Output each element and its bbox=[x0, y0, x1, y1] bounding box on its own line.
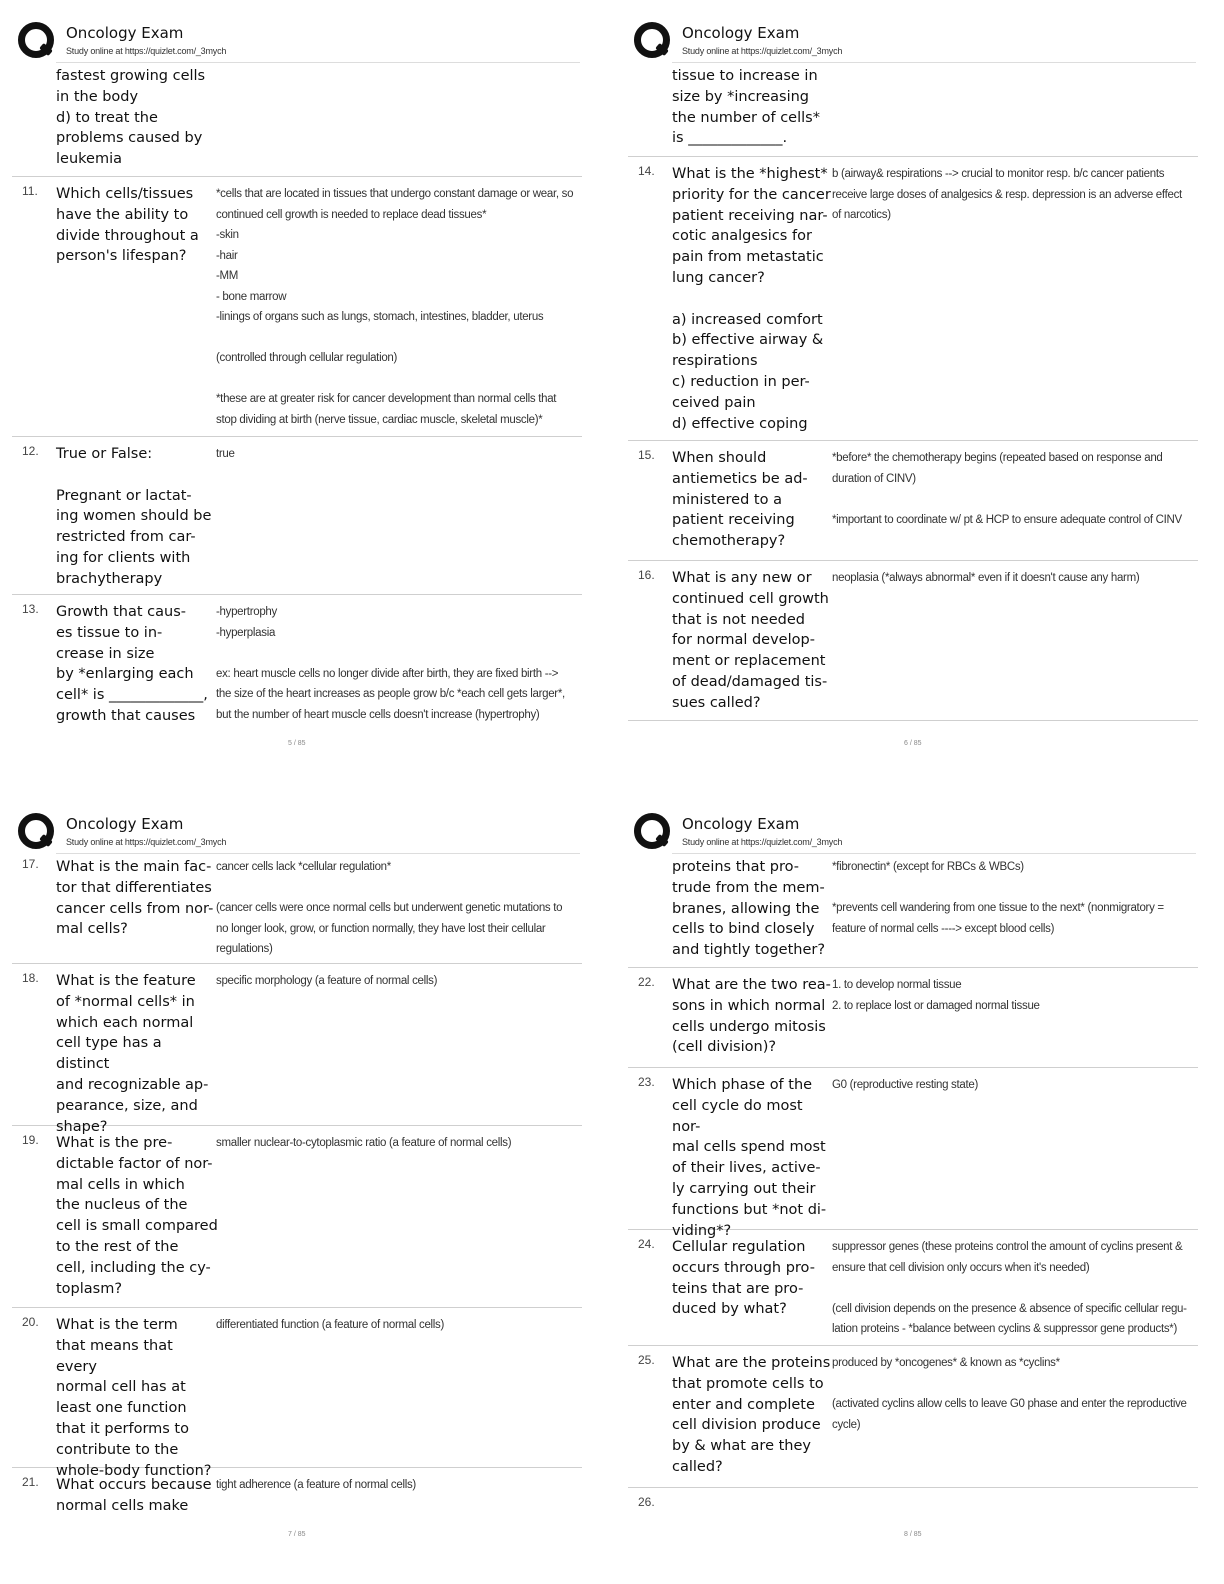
flashcard-continued bbox=[628, 857, 1198, 968]
flashcard-15 bbox=[628, 448, 1198, 561]
flashcard-continued bbox=[12, 66, 582, 177]
card-number: 14. bbox=[638, 164, 655, 178]
flashcard-19 bbox=[12, 1133, 582, 1308]
card-question: Which phase of the cell cycle do most nor- mal cells spend most of their lives, active- ly carrying out their functions but *not di- viding*? bbox=[672, 1077, 827, 1239]
card-question: What is the term that means that every normal cell has at least one function that it performs to contribute to the whole-body function? bbox=[56, 1317, 212, 1479]
card-question: Which cells/tissues have the ability to divide throughout a person's lifespan? bbox=[56, 186, 199, 265]
card-question: What is the *highest* priority for the cancer patient receiving nar- cotic analgesics for pain from metastatic lung cancer? a) increased comfort b) effective airway & respirations c) reduction in per- ceived pain d) effective coping bbox=[672, 166, 831, 432]
card-question: What is the main fac- tor that differentiates cancer cells from nor- mal cells? bbox=[56, 859, 214, 938]
card-question: tissue to increase in size by *increasing the number of cells* is _____________. bbox=[672, 68, 820, 147]
page-header bbox=[18, 20, 593, 62]
card-answer: differentiated function (a feature of normal cells) bbox=[216, 1319, 445, 1331]
card-number: 24. bbox=[638, 1237, 655, 1251]
card-question: What are the proteins that promote cells to enter and complete cell division produce by & what are they called? bbox=[672, 1355, 831, 1475]
card-number: 20. bbox=[22, 1315, 39, 1329]
header-divider bbox=[672, 62, 1196, 63]
page-number: 7 / 85 bbox=[288, 1531, 306, 1538]
card-number: 19. bbox=[22, 1133, 39, 1147]
header-divider bbox=[56, 62, 580, 63]
card-question: What is any new or continued cell growth that is not needed for normal develop- ment or replacement of dead/damaged tis- sues called? bbox=[672, 570, 829, 711]
card-answer: b (airway& respirations --> crucial to monitor resp. b/c cancer patients receive large doses of analgesics & resp. depression is an adverse effect of narcotics) bbox=[832, 168, 1182, 221]
flashcard-12 bbox=[12, 444, 582, 595]
document-page-6 bbox=[628, 14, 1218, 784]
card-answer: -hypertrophy -hyperplasia ex: heart muscle cells no longer divide after birth, they are fixed birth --> the size of the heart increases as people grow b/c *each cell gets larger*, but the number of heart muscle cells doesn't increase (hypertrophy) bbox=[216, 606, 565, 721]
page-number: 8 / 85 bbox=[904, 1531, 922, 1538]
flashcard-21 bbox=[12, 1475, 582, 1525]
card-answer: produced by *oncogenes* & known as *cyclins* (activated cyclins allow cells to leave G0 phase and enter the reproductive cycle) bbox=[832, 1357, 1187, 1431]
document-page-7 bbox=[12, 805, 602, 1575]
flashcard-continued bbox=[628, 66, 1198, 157]
card-number: 23. bbox=[638, 1075, 655, 1089]
flashcard-14 bbox=[628, 164, 1198, 441]
header-divider bbox=[56, 853, 580, 854]
card-question: True or False: Pregnant or lactat- ing women should be restricted from car- ing for clients with brachytherapy bbox=[56, 446, 212, 587]
flashcard-22 bbox=[628, 975, 1198, 1068]
page-header bbox=[18, 811, 593, 853]
card-number: 11. bbox=[22, 184, 38, 198]
deck-title: Oncology Exam bbox=[682, 24, 800, 42]
card-number: 22. bbox=[638, 975, 655, 989]
card-question: Growth that caus- es tissue to in- crease in size by *enlarging each cell* is _____________, growth that causes bbox=[56, 604, 208, 724]
flashcard-18 bbox=[12, 971, 582, 1135]
card-question: What is the feature of *normal cells* in which each normal cell type has a distinct and recognizable ap- pearance, size, and shape? bbox=[56, 973, 209, 1135]
card-number: 17. bbox=[22, 857, 39, 871]
quizlet-logo-icon bbox=[18, 813, 54, 849]
study-link[interactable]: Study online at https://quizlet.com/_3mych bbox=[66, 46, 227, 56]
flashcard-20 bbox=[12, 1315, 582, 1479]
deck-title: Oncology Exam bbox=[66, 815, 184, 833]
card-question: What are the two rea- sons in which normal cells undergo mitosis (cell division)? bbox=[672, 977, 831, 1056]
document-page-8 bbox=[628, 805, 1218, 1575]
card-answer: specific morphology (a feature of normal cells) bbox=[216, 975, 438, 987]
flashcard-24 bbox=[628, 1237, 1198, 1346]
deck-title: Oncology Exam bbox=[66, 24, 184, 42]
flashcard-23 bbox=[628, 1075, 1198, 1239]
flashcard-11 bbox=[12, 184, 582, 437]
card-answer: *before* the chemotherapy begins (repeated based on response and duration of CINV) *important to coordinate w/ pt & HCP to ensure adequate control of CINV bbox=[832, 452, 1182, 526]
flashcard-17 bbox=[12, 857, 582, 964]
header-divider bbox=[672, 853, 1196, 854]
card-number: 18. bbox=[22, 971, 39, 985]
card-answer: G0 (reproductive resting state) bbox=[832, 1079, 979, 1091]
card-number: 25. bbox=[638, 1353, 655, 1367]
card-question: What occurs because normal cells make bbox=[56, 1477, 212, 1514]
card-question: fastest growing cells in the body d) to treat the problems caused by leukemia bbox=[56, 68, 206, 168]
flashcard-26 bbox=[628, 1495, 1198, 1523]
quizlet-logo-icon bbox=[634, 813, 670, 849]
deck-title: Oncology Exam bbox=[682, 815, 800, 833]
card-question: proteins that pro- trude from the mem- branes, allowing the cells to bind closely and tightly together? bbox=[672, 859, 826, 959]
card-answer: *fibronectin* (except for RBCs & WBCs) *prevents cell wandering from one tissue to the next* (nonmigratory = feature of normal cells ----> except blood cells) bbox=[832, 861, 1164, 935]
quizlet-logo-icon bbox=[634, 22, 670, 58]
card-question: When should antiemetics be ad- ministered to a patient receiving chemotherapy? bbox=[672, 450, 808, 550]
card-number: 21. bbox=[22, 1475, 39, 1489]
flashcard-13 bbox=[12, 602, 582, 732]
flashcard-16 bbox=[628, 568, 1198, 721]
page-number: 6 / 85 bbox=[904, 740, 922, 747]
study-link[interactable]: Study online at https://quizlet.com/_3mych bbox=[66, 837, 227, 847]
quizlet-logo-icon bbox=[18, 22, 54, 58]
flashcard-25 bbox=[628, 1353, 1198, 1488]
page-number: 5 / 85 bbox=[288, 740, 306, 747]
card-number: 13. bbox=[22, 602, 39, 616]
page-header bbox=[634, 20, 1209, 62]
document-page-5 bbox=[12, 14, 602, 784]
card-answer: *cells that are located in tissues that undergo constant damage or wear, so continued cell growth is needed to replace dead tissues* -skin -hair -MM - bone marrow -linings of organs such as lungs, stomach, intestines, bladder, uterus (controlled through cellular regulation) *these are at greater risk for cancer development than normal cells that stop dividing at birth (nerve tissue, cardiac muscle, skeletal muscle)* bbox=[216, 188, 574, 426]
card-answer: 1. to develop normal tissue 2. to replace lost or damaged normal tissue bbox=[832, 979, 1040, 1012]
card-question: Cellular regulation occurs through pro- teins that are pro- duced by what? bbox=[672, 1239, 815, 1318]
card-answer: smaller nuclear-to-cytoplasmic ratio (a feature of normal cells) bbox=[216, 1137, 512, 1149]
card-number: 15. bbox=[638, 448, 655, 462]
card-answer: tight adherence (a feature of normal cells) bbox=[216, 1479, 416, 1491]
card-number: 12. bbox=[22, 444, 39, 458]
study-link[interactable]: Study online at https://quizlet.com/_3mych bbox=[682, 46, 843, 56]
card-number: 26. bbox=[638, 1495, 655, 1509]
study-link[interactable]: Study online at https://quizlet.com/_3mych bbox=[682, 837, 843, 847]
card-question: What is the pre- dictable factor of nor- mal cells in which the nucleus of the cell is small compared to the rest of the cell, including the cy- toplasm? bbox=[56, 1135, 218, 1297]
page-header bbox=[634, 811, 1209, 853]
card-answer: true bbox=[216, 448, 235, 460]
card-answer: suppressor genes (these proteins control the amount of cyclins present & ensure that cell division only occurs when it's needed) (cell division depends on the presence & absence of specific cellular regu- lation proteins - *balance between cyclins & suppressor gene products*) bbox=[832, 1241, 1187, 1335]
card-number: 16. bbox=[638, 568, 655, 582]
card-answer: cancer cells lack *cellular regulation* (cancer cells were once normal cells but underwent genetic mutations to no longer look, grow, or function normally, they have lost their cellular regulations) bbox=[216, 861, 563, 955]
card-answer: neoplasia (*always abnormal* even if it doesn't cause any harm) bbox=[832, 572, 1140, 584]
